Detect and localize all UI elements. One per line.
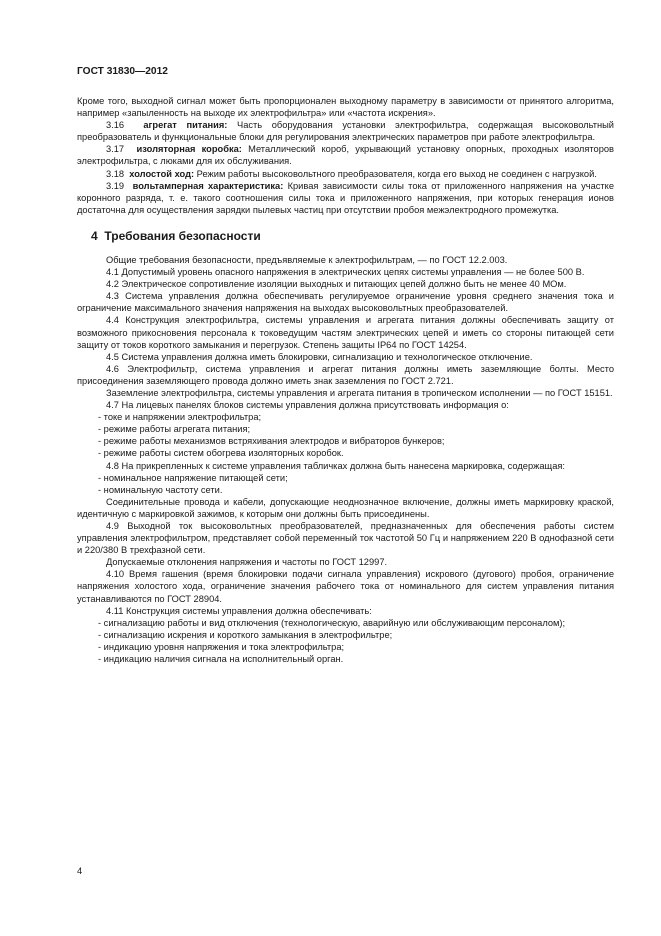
document-code: ГОСТ 31830—2012 — [77, 66, 168, 77]
page-content — [77, 95, 614, 665]
list-item: - режиме работы систем обогрева изоляторных коробок. — [98, 448, 344, 459]
section-heading: 4 Требования безопасности — [91, 228, 261, 243]
paragraph: Заземление электрофильтра, системы управления и агрегата питания в тропическом исполнении — по ГОСТ 15151. — [106, 387, 613, 398]
paragraph-4-7: 4.7 На лицевых панелях блоков системы управления должна присутствовать информация о: — [106, 400, 509, 411]
list-item: - режиме работы механизмов встряхивания электродов и вибраторов бункеров; — [98, 436, 445, 447]
paragraph-4-6: 4.6 Электрофильтр, система управления и агрегат питания должны иметь заземляющие болты. Место присоединения заземляющего провода должно иметь знак заземления по ГОСТ 2.721. — [77, 363, 614, 386]
definition-3-19: 3.19 вольтамперная характеристика: Кривая зависимости силы тока от приложенного напряжения на участке коронного разряда, т. е. такого соотношения силы тока и приложенного напряжения, при которых генерация ионов достаточна для осуществления зарядки пылевых частиц при отсутствии пробоя межэлектродного промежутка. — [77, 180, 615, 215]
paragraph: Допускаемые отклонения напряжения и частоты по ГОСТ 12997. — [106, 557, 388, 568]
list-item: - сигнализацию искрения и короткого замыкания в электрофильтре; — [98, 629, 393, 640]
definition-term: вольтамперная характеристика: — [132, 180, 284, 191]
definition-3-18: 3.18 холостой ход: Режим работы высоковольтного преобразователя, когда его выход не соединен с нагрузкой. — [106, 168, 597, 179]
list-item: - режиме работы агрегата питания; — [98, 424, 251, 435]
list-item: - сигнализацию работы и вид отключения (технологическую, аварийную или обслуживающим персоналом); — [98, 617, 566, 628]
paragraph-4-2: 4.2 Электрическое сопротивление изоляции выходных и питающих цепей должно быть не менее 40 МОм. — [106, 279, 567, 290]
list-item: - номинальное напряжение питающей сети; — [98, 472, 288, 483]
paragraph-4-1: 4.1 Допустимый уровень опасного напряжения в электрических цепях системы управления — не более 500 В. — [106, 267, 585, 278]
paragraph: Соединительные провода и кабели, допускающие неоднозначное включение, должны иметь маркировку краской, идентичную с маркировкой зажимов, к которым они должны быть присоединены. — [77, 496, 614, 519]
definition-term: холостой ход: — [129, 168, 195, 179]
page-number: 4 — [77, 866, 83, 876]
intro-paragraph: Кроме того, выходной сигнал может быть пропорционален выходному параметру в зависимости от принятого алгоритма, например «запыленность на выходе их электрофильтра» или «частота искрения». — [77, 96, 614, 119]
paragraph: Общие требования безопасности, предъявляемые к электрофильтрам, — по ГОСТ 12.2.003. — [106, 254, 508, 265]
paragraph-4-8: 4.8 На прикрепленных к системе управления табличках должна быть нанесена маркировка, содержащая: — [106, 460, 565, 471]
definition-3-16: 3.16 агрегат питания: Часть оборудования установки электрофильтра, содержащая высоковольтный преобразователь и функциональные блоки для регулирования электрических параметров при работе электрофильтра. — [77, 120, 614, 143]
definition-term: агрегат питания: — [143, 120, 228, 131]
list-item: - номинальную частоту сети. — [98, 484, 223, 495]
paragraph-4-9: 4.9 Выходной ток высоковольтных преобразователей, предназначенных для обеспечения работы систем управления электрофильтром, представляет собой переменный ток частотой 50 Гц и напряжением 220 В однофазной сети и 220/380 В трехфазной сети. — [77, 521, 614, 556]
list-item: - токе и напряжении электрофильтра; — [98, 412, 262, 423]
paragraph-4-11: 4.11 Конструкция системы управления должна обеспечивать: — [106, 605, 372, 616]
list-item: - индикацию наличия сигнала на исполнительный орган. — [98, 654, 344, 665]
paragraph-4-3: 4.3 Система управления должна обеспечивать регулируемое ограничение уровня среднего значения тока и ограничение максимального значения напряжения на выходах высоковольтных преобразователей. — [77, 291, 614, 314]
paragraph-4-5: 4.5 Система управления должна иметь блокировки, сигнализацию и технологическое отключение. — [106, 351, 533, 362]
definition-3-17: 3.17 изоляторная коробка: Металлический короб, укрывающий установку опорных, проходных изоляторов электрофильтра, с люками для их обслуживания. — [77, 144, 614, 167]
list-item: - индикацию уровня напряжения и тока электрофильтра; — [98, 641, 345, 652]
paragraph-4-4: 4.4 Конструкция электрофильтра, системы управления и агрегата питания должны обеспечивать защиту от возможного прикосновения персонала к токоведущим частям электрических цепей и иметь со стороны питающей сети защиту от токов короткого замыкания и перегрузок. Степень защиты IP64 по ГОСТ 14254. — [77, 315, 614, 350]
definition-term: изоляторная коробка: — [136, 144, 242, 155]
paragraph-4-10: 4.10 Время гашения (время блокировки подачи сигнала управления) искрового (дугового) пробоя, ограничение напряжения холостого хода, ограничение значения рабочего тока от номинального для систем управления питания устанавливаются по ГОСТ 28904. — [77, 569, 614, 604]
